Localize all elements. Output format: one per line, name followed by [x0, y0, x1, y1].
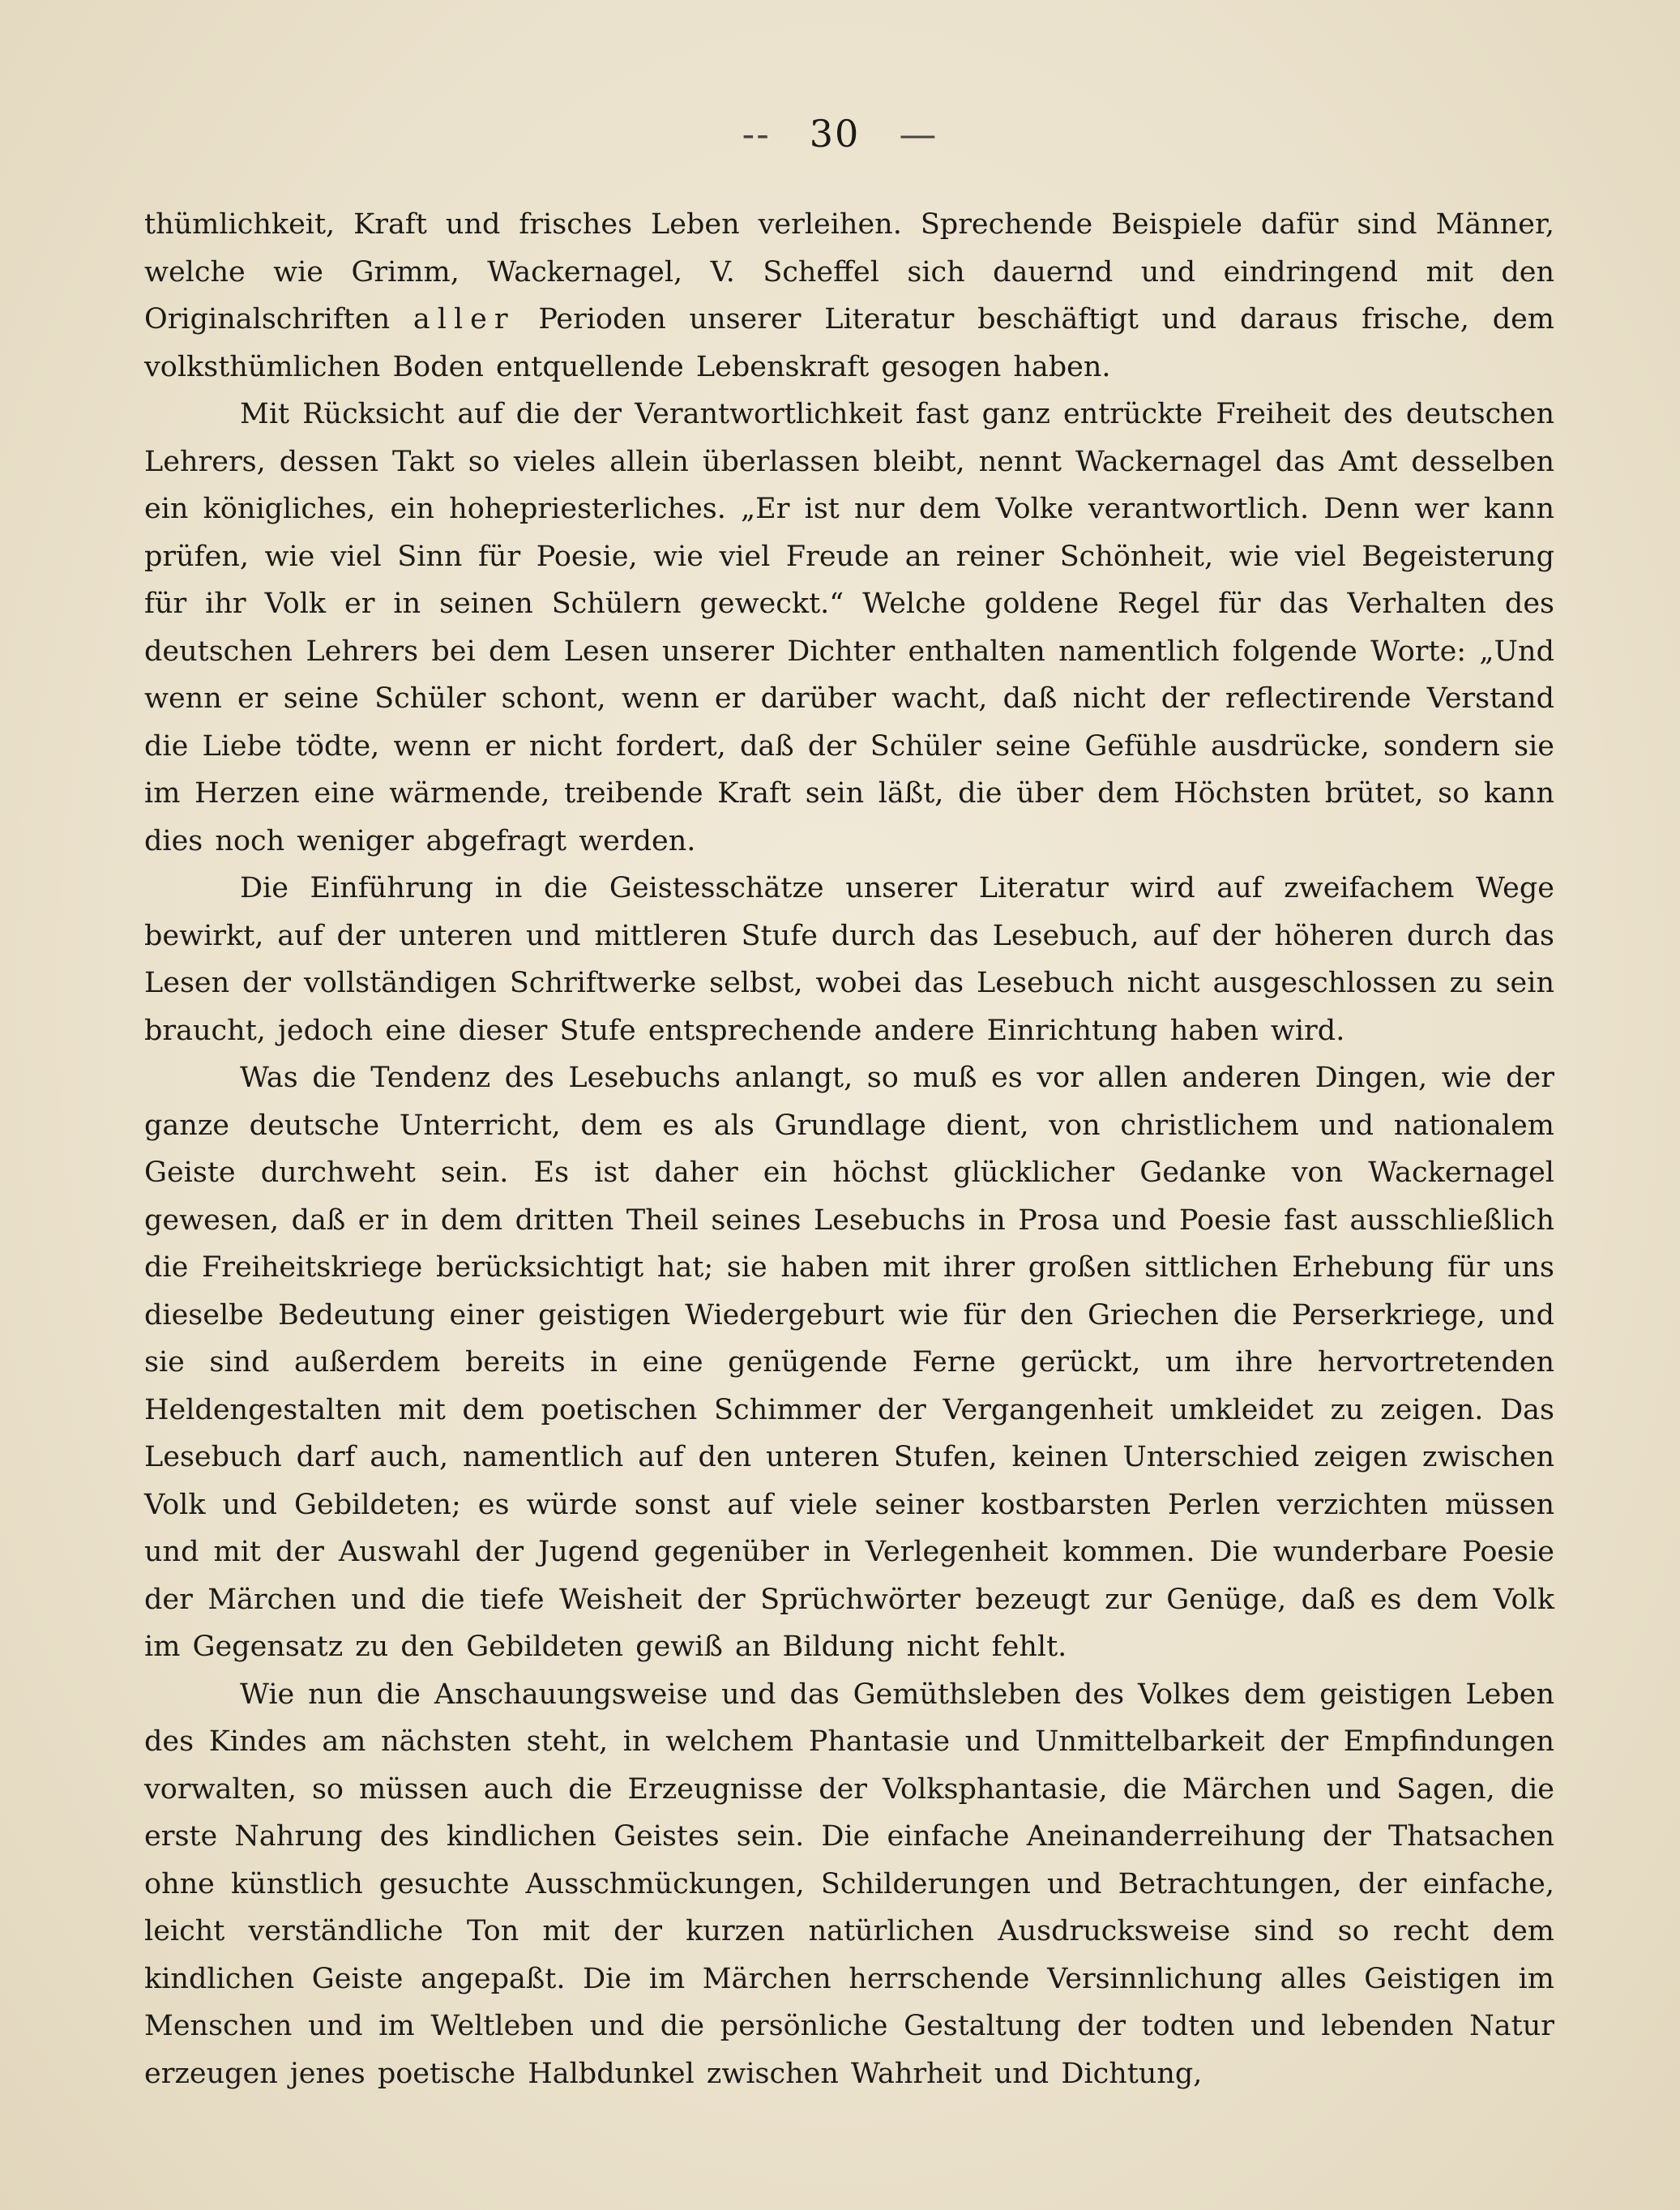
paragraph-4: Was die Tendenz des Lesebuchs anlangt, so muß es vor allen anderen Dingen, wie der ganze deutsche Unterricht, dem es als Grundlage dient, von christlichem und nationalem Geiste durchweht sein. Es ist daher ein höchst glücklicher Gedanke von Wackernagel gewesen, daß er in dem dritten Theil seines Lesebuchs in Prosa und Poesie fast ausschließlich die Freiheitskriege berücksichtigt hat; sie haben mit ihrer großen sittlichen Erhebung für uns dieselbe Bedeutung einer geistigen Wiedergeburt wie für den Griechen die Perserkriege, und sie sind außerdem bereits in eine genügende Ferne gerückt, um ihre hervortretenden Heldengestalten mit dem poetischen Schimmer der Vergangenheit umkleidet zu zeigen. Das Lesebuch darf auch, namentlich auf den unteren Stufen, keinen Unterschied zeigen zwischen Volk und Gebildeten; es würde sonst auf viele seiner kostbarsten Perlen verzichten müssen und mit der Auswahl der Jugend gegenüber in Verlegenheit kommen. Die wunderbare Poesie der Märchen und die tiefe Weisheit der Sprüchwörter bezeugt zur Genüge, daß es dem Volk im Gegensatz zu den Gebildeten gewiß an Bildung nicht fehlt.: [144, 1062, 1554, 1663]
spaced-emphasis-word: aller: [413, 303, 515, 336]
header-dash-left: --: [742, 112, 771, 156]
paragraph-2: Mit Rücksicht auf die der Verantwortlichkeit fast ganz entrückte Freiheit des deutschen Lehrers, dessen Takt so vieles allein überlassen bleibt, nennt Wackernagel das Amt desselben ein königliches, ein hohepriesterliches. „Er ist nur dem Volke verantwortlich. Denn wer kann prüfen, wie viel Sinn für Poesie, wie viel Freude an reiner Schönheit, wie viel Begeisterung für ihr Volk er in seinen Schülern geweckt.“ Welche goldene Regel für das Verhalten des deutschen Lehrers bei dem Lesen unserer Dichter enthalten namentlich folgende Worte: „Und wenn er seine Schüler schont, wenn er darüber wacht, daß nicht der reflectirende Verstand die Liebe tödte, wenn er nicht fordert, daß der Schüler seine Gefühle ausdrücke, sondern sie im Herzen eine wärmende, treibende Kraft sein läßt, die über dem Höchsten brütet, so kann dies noch weniger abgefragt werden.: [144, 398, 1554, 857]
paragraph-5: Wie nun die Anschauungsweise und das Gemüthsleben des Volkes dem geistigen Leben des Kindes am nächsten steht, in welchem Phantasie und Unmittelbarkeit der Empfindungen vorwalten, so müssen auch die Erzeugnisse der Volksphantasie, die Märchen und Sagen, die erste Nahrung des kindlichen Geistes sein. Die einfache Aneinanderreihung der Thatsachen ohne künstlich gesuchte Ausschmückungen, Schilderungen und Betrachtungen, der einfache, leicht verständliche Ton mit der kurzen natürlichen Ausdrucksweise sind so recht dem kindlichen Geiste angepaßt. Die im Märchen herrschende Versinnlichung alles Geistigen im Menschen und im Weltleben und die persönliche Gestaltung der todten und lebenden Natur erzeugen jenes poetische Halbdunkel zwischen Wahrheit und Dichtung,: [144, 1678, 1554, 2090]
paragraph-1-text-b: Perioden unserer Literatur beschäftigt und daraus frische, dem volksthümlichen Boden entquellende Lebenskraft gesogen haben.: [144, 303, 1554, 383]
paragraph-3: Die Einführung in die Geistesschätze unserer Literatur wird auf zweifachem Wege bewirkt, auf der unteren und mittleren Stufe durch das Lesebuch, auf der höheren durch das Lesen der vollständigen Schriftwerke selbst, wobei das Lesebuch nicht ausgeschlossen zu sein braucht, jedoch eine dieser Stufe entsprechende andere Einrichtung haben wird.: [144, 872, 1554, 1047]
page-number: 30: [809, 112, 861, 156]
page-header: [0, 112, 1680, 156]
body-text: [144, 201, 1554, 2097]
paragraph-1: [144, 201, 1554, 391]
header-dash-right: —: [899, 112, 938, 156]
paragraph-1-text-a: thümlichkeit, Kraft und frisches Leben verleihen. Sprechende Beispiele dafür sind Männer, welche wie Grimm, Wackernagel, V. Scheffel sich dauernd und eindringend mit den Originalschriften: [144, 208, 1554, 336]
